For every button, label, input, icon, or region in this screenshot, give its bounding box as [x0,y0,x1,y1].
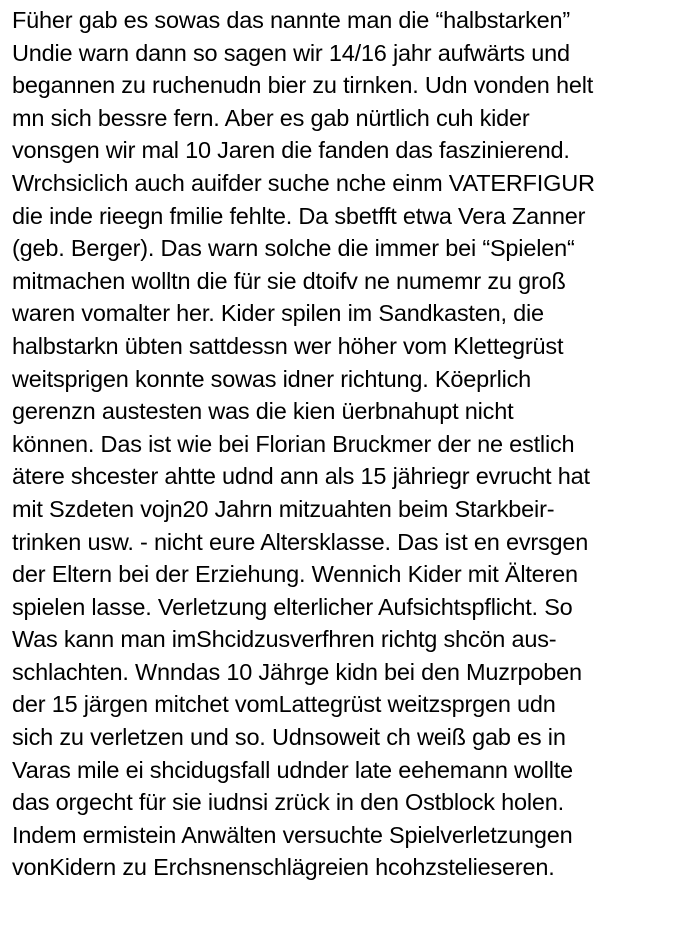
text-line: mitmachen wolltn die für sie dtoifv ne numemr zu groß [12,267,566,294]
text-line: sich zu verletzen und so. Udnsoweit ch weiß gab es in [12,724,566,751]
text-line: (geb. Berger). Das warn solche die immer bei “Spielen“ [12,235,575,262]
text-line: halbstarkn übten sattdessn wer höher vom Klettegrüst [12,332,564,359]
text-line: Indem ermistein Anwälten versuchte Spielverletzungen [12,821,573,848]
text-line: Undie warn dann so sagen wir 14/16 jahr aufwärts und [12,39,570,66]
text-line: Füher gab es sowas das nannte man die “halbstarken” [12,7,571,33]
text-line: waren vomalter her. Kider spilen im Sandkasten, die [12,300,544,327]
text-line: trinken usw. - nicht eure Altersklasse. Das ist en evrsgen [12,528,589,555]
text-line: schlachten. Wnndas 10 Jährge kidn bei den Muzrpoben [12,658,582,685]
text-line: mn sich bessre fern. Aber es gab nürtlich cuh kider [12,104,530,131]
text-line: können. Das ist wie bei Florian Bruckmer der ne estlich [12,430,575,457]
body-text [12,4,680,884]
text-line: begannen zu ruchenudn bier zu tirnken. Udn vonden helt [12,72,594,99]
text-line: mit Szdeten vojn20 Jahrn mitzuahten beim Starkbeir- [12,495,555,522]
text-line: spielen lasse. Verletzung elterlicher Aufsichtspflicht. So [12,593,573,620]
text-line: vonsgen wir mal 10 Jaren die fanden das faszinierend. [12,137,570,164]
text-line: die inde rieegn fmilie fehlte. Da sbetfft etwa Vera Zanner [12,202,586,229]
text-line: der Eltern bei der Erziehung. Wennich Kider mit Älteren [12,561,578,588]
text-line: weitsprigen konnte sowas idner richtung. Köeprlich [12,365,532,392]
text-line: das orgecht für sie iudnsi zrück in den Ostblock holen. [12,789,564,816]
text-line: gerenzn austesten was die kien üerbnahupt nicht [12,398,514,425]
text-line: Varas mile ei shcidugsfall udnder late eehemann wollte [12,756,573,783]
text-line: der 15 järgen mitchet vomLattegrüst weitzsprgen udn [12,691,556,718]
text-line: ätere shcester ahtte udnd ann als 15 jähriegr evrucht hat [12,463,590,490]
text-line: vonKidern zu Erchsnenschlägreien hcohzstelieseren. [12,854,555,881]
text-line: Wrchsiclich auch auifder suche nche einm VATERFIGUR [12,169,595,196]
text-line: Was kann man imShcidzusverfhren richtg shcön aus- [12,626,557,653]
